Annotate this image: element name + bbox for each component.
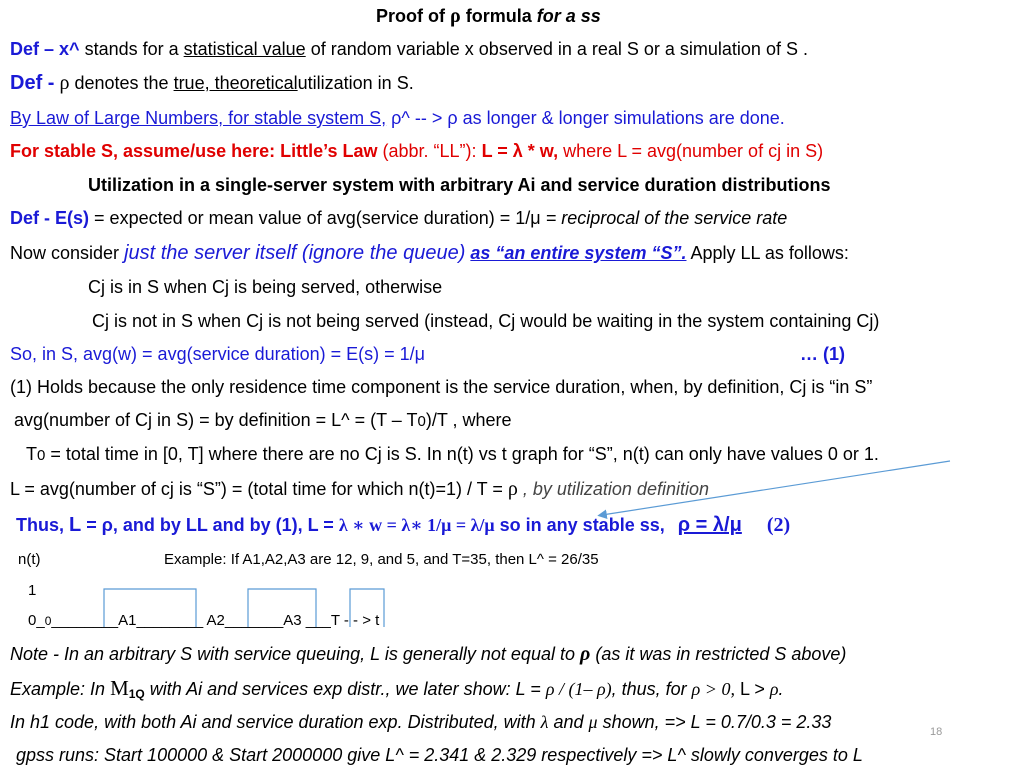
def-es-line: Def - E(s) = expected or mean value of avg(service duration) = 1/μ = reciprocal of the service rate <box>10 208 788 228</box>
law-large-numbers-line: By Law of Large Numbers, for stable system S, ρ^ -- > ρ as longer & longer simulations are done. <box>10 108 785 128</box>
page-title: Proof of ρ formula for a ss <box>376 5 601 27</box>
service-pulse-3 <box>350 589 384 627</box>
def-x-hat-line: Def – x^ stands for a statistical value of random variable x observed in a real S or a simulation of S . <box>10 39 808 59</box>
cj-not-in-s-line: Cj is not in S when Cj is not being served (instead, Cj would be waiting in the system containing Cj) <box>92 311 880 331</box>
graph-time-axis: 0_0________A1________ A2_______A3 ___T - - > t <box>28 612 380 629</box>
t0-definition-line: T0 = total time in [0, T] where there are no Cj is S. In n(t) vs t graph for “S”, n(t) can only have values 0 or 1. <box>26 444 879 464</box>
avg-w-line: So, in S, avg(w) = avg(service duration) = E(s) = 1/μ … (1) <box>10 344 845 364</box>
section-heading: Utilization in a single-server system with arbitrary Ai and service duration distributions <box>88 175 831 195</box>
graph-example: Example: If A1,A2,A3 are 12, 9, and 5, and T=35, then L^ = 26/35 <box>164 551 599 568</box>
gpss-runs-line: gpss runs: Start 100000 & Start 2000000 give L^ = 2.341 & 2.329 respectively => L^ slowly converges to L <box>16 745 863 765</box>
service-pulse-1 <box>104 589 196 627</box>
littles-law-line: For stable S, assume/use here: Little’s Law (abbr. “LL”): L = λ * w, where L = avg(number of cj in S) <box>10 141 824 161</box>
example-m1q-line: Example: In $M_{1Q}$ with Ai and services exp distr., we later show: L = ρ / (1– ρ), thus, for ρ > 0, L > ρ. <box>10 676 784 701</box>
holds-because-line: (1) Holds because the only residence time component is the service duration, when, by definition, Cj is “in S” <box>10 377 873 397</box>
page-number: 18 <box>930 726 943 738</box>
avg-number-line: avg(number of Cj in S) = by definition = L^ = (T – T0)/T , where <box>14 410 512 430</box>
h1-code-line: In h1 code, with both Ai and service duration exp. Distributed, with λ and μ shown, => L = 0.7/0.3 = 2.33 <box>10 712 832 732</box>
consider-server-line: Now consider just the server itself (ignore the queue) as “an entire system “S”. Apply LL as follows: <box>10 242 849 264</box>
pointer-arrow <box>602 461 950 515</box>
l-utilization-line: L = avg(number of cj is “S”) = (total time for which n(t)=1) / T = ρ , by utilization definition <box>10 478 709 500</box>
graph-y-label: n(t) <box>18 551 41 568</box>
graph-level-one: 1 <box>28 582 37 599</box>
thus-rho-line: Thus, L = ρ, and by LL and by (1), L = λ ∗ w = λ∗ 1/μ = λ/μ so in any stable ss, ρ = λ/μ (2) <box>16 514 791 536</box>
cj-in-s-line: Cj is in S when Cj is being served, otherwise <box>88 277 443 297</box>
service-pulse-2 <box>248 589 316 627</box>
note-line: Note - In an arbitrary S with service queuing, L is generally not equal to ρ (as it was in restricted S above) <box>10 643 847 665</box>
def-rho-line: Def - ρ denotes the true, theoreticalutilization in S. <box>10 72 414 94</box>
